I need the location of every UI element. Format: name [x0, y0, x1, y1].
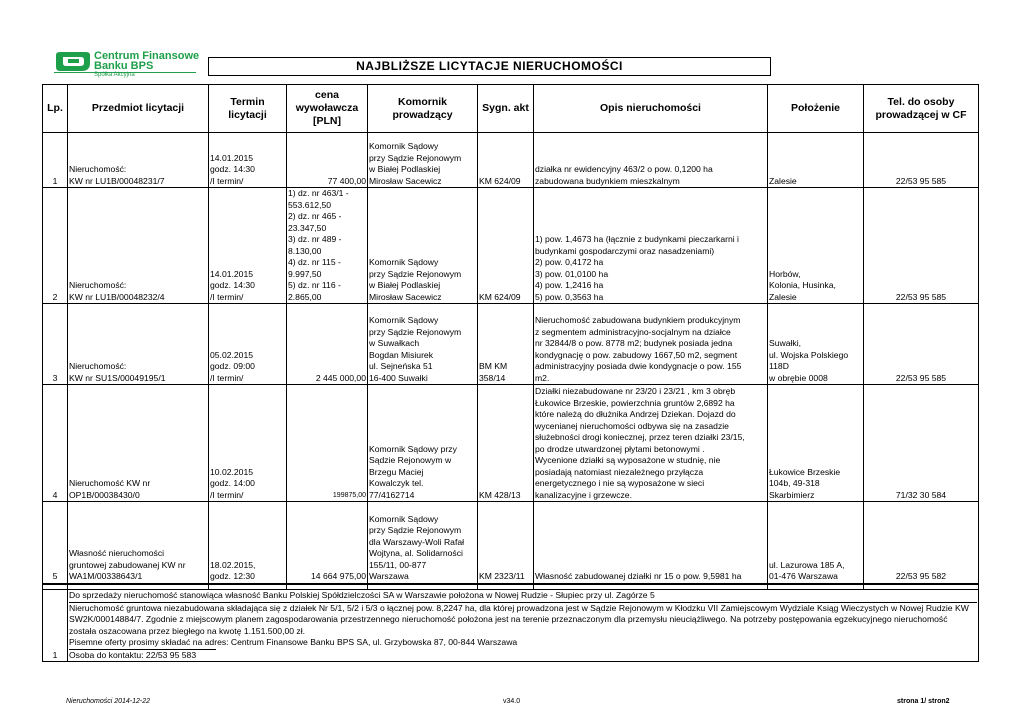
header-case: Sygn. akt: [478, 85, 534, 133]
cell-lp: 2: [43, 188, 68, 304]
cell-case: KM 2323/11: [478, 502, 534, 584]
notes-row: [43, 590, 979, 662]
cell-lp: 1: [43, 133, 68, 188]
notes-lp: 1: [43, 590, 68, 662]
company-logo: [54, 48, 204, 80]
cell-description: 1) pow. 1,4673 ha (łącznie z budynkami pieczarkarni i budynkami gospodarczymi oraz nasadzeniami) 2) pow. 0,4172 ha 3) pow. 01,0100 ha 4) pow. 1,2416 ha 5) pow. 0,3563 ha: [534, 188, 768, 304]
cell-case: KM 624/09: [478, 133, 534, 188]
cell-location: Łukowice Brzeskie 104b, 49-318 Skarbimierz: [768, 385, 864, 502]
header-description: Opis nieruchomości: [534, 85, 768, 133]
table-row: [43, 188, 979, 304]
cell-case: KM 624/09: [478, 188, 534, 304]
cell-phone: 71/32 30 584: [864, 385, 979, 502]
cell-subject: Nieruchomość KW nr OP1B/00038430/0: [68, 385, 209, 502]
cell-lp: 4: [43, 385, 68, 502]
cell-description: Działki niezabudowane nr 23/20 i 23/21 , km 3 obręb Łukowice Brzeskie, powierzchnia gruntów 2,6892 ha które należą do dłużnika Andrzej Dziekan. Dojazd do wycenianej nieruchomości odbywa się na zasadzie służebności drogi koniecznej, przez teren działki 23/15, po drodze utwardzonej płytami betonowymi . Wycenione działki są wyposażone w studnię, nie posiadają natomiast niezależnego przyłącza energetycznego i nie są wyposażone w sieci kanalizacyjne i grzewcze.: [534, 385, 768, 502]
header-term: Termin licytacji: [209, 85, 287, 133]
header-location: Położenie: [768, 85, 864, 133]
cell-term: 14.01.2015 godz. 14:30 /I termin/: [209, 188, 287, 304]
cell-term: 10.02.2015 godz. 14:00 /I termin/: [209, 385, 287, 502]
table-row: [43, 304, 979, 385]
notes-line-2: Nieruchomość gruntowa niezabudowana składająca się z działek Nr 5/1, 5/2 i 5/3 o łącznej pow. 8,2247 ha, dla której prowadzona jest w Sądzie Rejonowym w Kłodzku VII Zamiejscowym Wydziale Ksiąg Wieczystych w Nowej Rudzie KW SW2K/00014884/7. Zgodnie z miejscowym planem zagospodarowania przestrzennego nieruchomość położona jest na terenie przeznaczonym dla przemysłu nieuciążliwego. Na potrzeby postępowania egzekucyjnego nieruchomość została oszacowana przez biegłego na kwotę 1.151.500,00 zł.: [69, 602, 969, 636]
header-bailiff: Komornik prowadzący: [368, 85, 478, 133]
cell-lp: 5: [43, 502, 68, 584]
logo-line-1: Centrum Finansowe: [94, 50, 200, 62]
cell-price: 1) dz. nr 463/1 - 553.612,50 2) dz. nr 465 - 23.347,50 3) dz. nr 489 - 8.130,00 4) dz. nr 115 - 9.997,50 5) dz. nr 116 - 2.865,00: [287, 188, 368, 304]
cell-term: 05.02.2015 godz. 09:00 /I termin/: [209, 304, 287, 385]
cell-lp: 3: [43, 304, 68, 385]
header-subject: Przedmiot licytacji: [68, 85, 209, 133]
cell-term: 14.01.2015 godz. 14:30 /I termin/: [209, 133, 287, 188]
cell-price: 199875,00: [287, 385, 368, 502]
cell-location: Horbów, Kolonia, Husinka, Zalesie: [768, 188, 864, 304]
cell-price: 2 445 000,00: [287, 304, 368, 385]
notes-line-3: Pisemne oferty prosimy składać na adres: Centrum Finansowe Banku BPS SA, ul. Grzybowska 87, 00-844 Warszawa: [69, 637, 518, 647]
notes-line-1: Do sprzedaży nieruchomość stanowiąca własność Banku Polskiej Spółdzielczości SA w Warszawie położona w Nowej Rudzie - Słupiec przy ul. Zagórze 5: [69, 590, 977, 603]
cell-price: 14 664 975,00: [287, 502, 368, 584]
footer-doc-name: Nieruchomości 2014-12-22: [66, 698, 151, 705]
table-row: [43, 502, 979, 584]
cell-bailiff: Komornik Sądowy przy Sądzie Rejonowym dla Warszawy-Woli Rafał Wojtyna, al. Solidarności 155/11, 00-877 Warszawa: [368, 502, 478, 584]
cell-bailiff: Komornik Sądowy przy Sądzie Rejonowym w Białej Podlaskiej Mirosław Sacewicz: [368, 188, 478, 304]
cell-phone: 22/53 95 585: [864, 133, 979, 188]
table-row: [43, 385, 979, 502]
footer-version: v34.0: [503, 698, 521, 705]
cell-phone: 22/53 95 582: [864, 502, 979, 584]
header-lp: Lp.: [43, 85, 68, 133]
header-price: cena wywoławcza [PLN]: [287, 85, 368, 133]
cell-location: Suwałki, ul. Wojska Polskiego 118D w obrębie 0008: [768, 304, 864, 385]
cell-phone: 22/53 95 585: [864, 188, 979, 304]
cell-description: Własność zabudowanej działki nr 15 o pow. 9,5981 ha: [534, 502, 768, 584]
page-title: NAJBLIŻSZE LICYTACJE NIERUCHOMOŚCI: [208, 57, 771, 76]
cell-subject: Własność nieruchomości gruntowej zabudowanej KW nr WA1M/00338643/1: [68, 502, 209, 584]
header-phone: Tel. do osoby prowadzącej w CF: [864, 85, 979, 133]
cell-subject: Nieruchomość: KW nr LU1B/00048231/7: [68, 133, 209, 188]
cell-price: 77 400,00: [287, 133, 368, 188]
cell-subject: Nieruchomość: KW nr LU1B/00048232/4: [68, 188, 209, 304]
cell-subject: Nieruchomość: KW nr SU1S/00049195/1: [68, 304, 209, 385]
notes-cell: [68, 590, 979, 662]
notes-line-4: Osoba do kontaktu: 22/53 95 583: [69, 649, 216, 662]
cell-bailiff: Komornik Sądowy przy Sądzie Rejonowym w Białej Podlaskiej Mirosław Sacewicz: [368, 133, 478, 188]
cell-description: działka nr ewidencyjny 463/2 o pow. 0,1200 ha zabudowana budynkiem mieszkalnym: [534, 133, 768, 188]
cell-term: 18.02.2015, godz. 12:30: [209, 502, 287, 584]
cell-case: KM 428/13: [478, 385, 534, 502]
auctions-table: [42, 84, 979, 662]
cell-case: BM KM 358/14: [478, 304, 534, 385]
bank-logo-icon: [54, 51, 92, 73]
footer-page-number: strona 1/ stron2: [897, 698, 950, 705]
table-header-row: [43, 85, 979, 133]
cell-location: Zalesie: [768, 133, 864, 188]
cell-bailiff: Komornik Sądowy przy Sądzie Rejonowym w Brzegu Maciej Kowalczyk tel. 77/4162714: [368, 385, 478, 502]
cell-description: Nieruchomość zabudowana budynkiem produkcyjnym z segmentem administracyjno-socjalnym na działce nr 32844/8 o pow. 8778 m2; budynek posiada jedna kondygnację o pow. zabudowy 1667,50 m2, segment administracyjny posiada dwie kondygnacje o pow. 155 m2.: [534, 304, 768, 385]
cell-bailiff: Komornik Sądowy przy Sądzie Rejonowym w Suwałkach Bogdan Misiurek ul. Sejneńska 51 16-400 Suwałki: [368, 304, 478, 385]
cell-location: ul. Lazurowa 185 A, 01-476 Warszawa: [768, 502, 864, 584]
cell-phone: 22/53 95 585: [864, 304, 979, 385]
logo-line-3: Spółka Akcyjna: [94, 72, 135, 78]
logo-line-2: Banku BPS: [94, 60, 154, 72]
table-row: [43, 133, 979, 188]
